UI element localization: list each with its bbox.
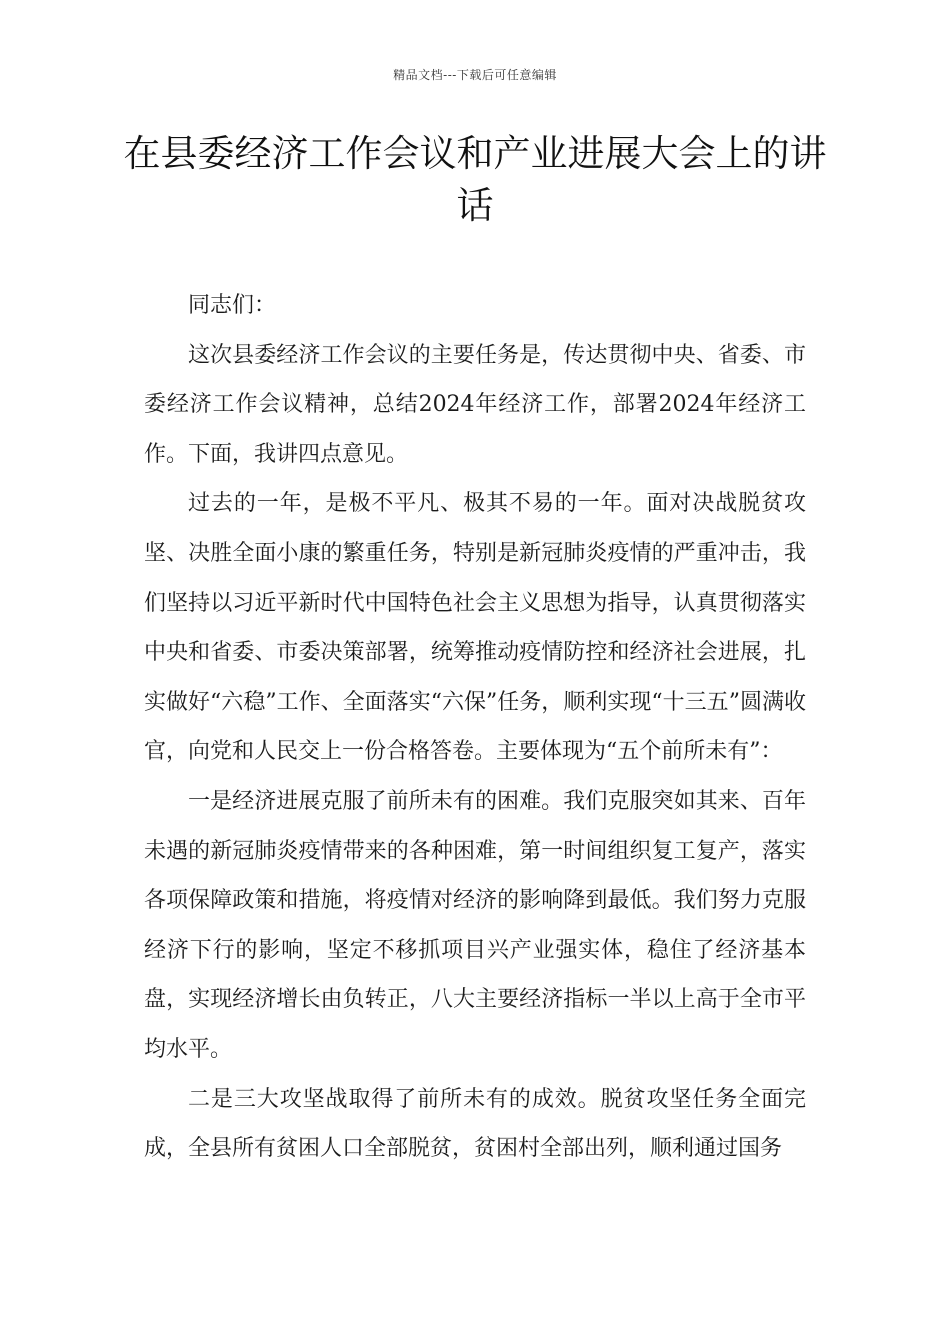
salutation: 同志们： [188,293,277,318]
document-body [144,281,806,1174]
header-note: 精品文档---下载后可任意编辑 [393,68,557,82]
paragraph-4: 二是三大攻坚战取得了前所未有的成效。脱贫攻坚任务全面完成，全县所有贫困人口全部脱贫，贫困村全部出列，顺利通过国务 [144,1086,806,1162]
paragraph-2: 过去的一年，是极不平凡、极其不易的一年。面对决战脱贫攻坚、决胜全面小康的繁重任务，特别是新冠肺炎疫情的严重冲击，我们坚持以习近平新时代中国特色社会主义思想为指导，认真贯彻落实中央和省委、市委决策部署，统筹推动疫情防控和经济社会进展，扎实做好“六稳”工作、全面落实“六保”任务，顺利实现“十三五”圆满收官，向党和人民交上一份合格答卷。主要体现为“五个前所未有”： [144,491,806,765]
paragraph-3: 一是经济进展克服了前所未有的困难。我们克服突如其来、百年未遇的新冠肺炎疫情带来的各种困难，第一时间组织复工复产，落实各项保障政策和措施，将疫情对经济的影响降到最低。我们努力克服经济下行的影响，坚定不移抓项目兴产业强实体，稳住了经济基本盘，实现经济增长由负转正，八大主要经济指标一半以上高于全市平均水平。 [144,788,806,1062]
paragraph-1: 这次县委经济工作会议的主要任务是，传达贯彻中央、省委、市委经济工作会议精神，总结2024年经济工作，部署2024年经济工作。下面，我讲四点意见。 [144,342,806,467]
document-title: 在县委经济工作会议和产业进展大会上的讲话 [123,132,827,227]
